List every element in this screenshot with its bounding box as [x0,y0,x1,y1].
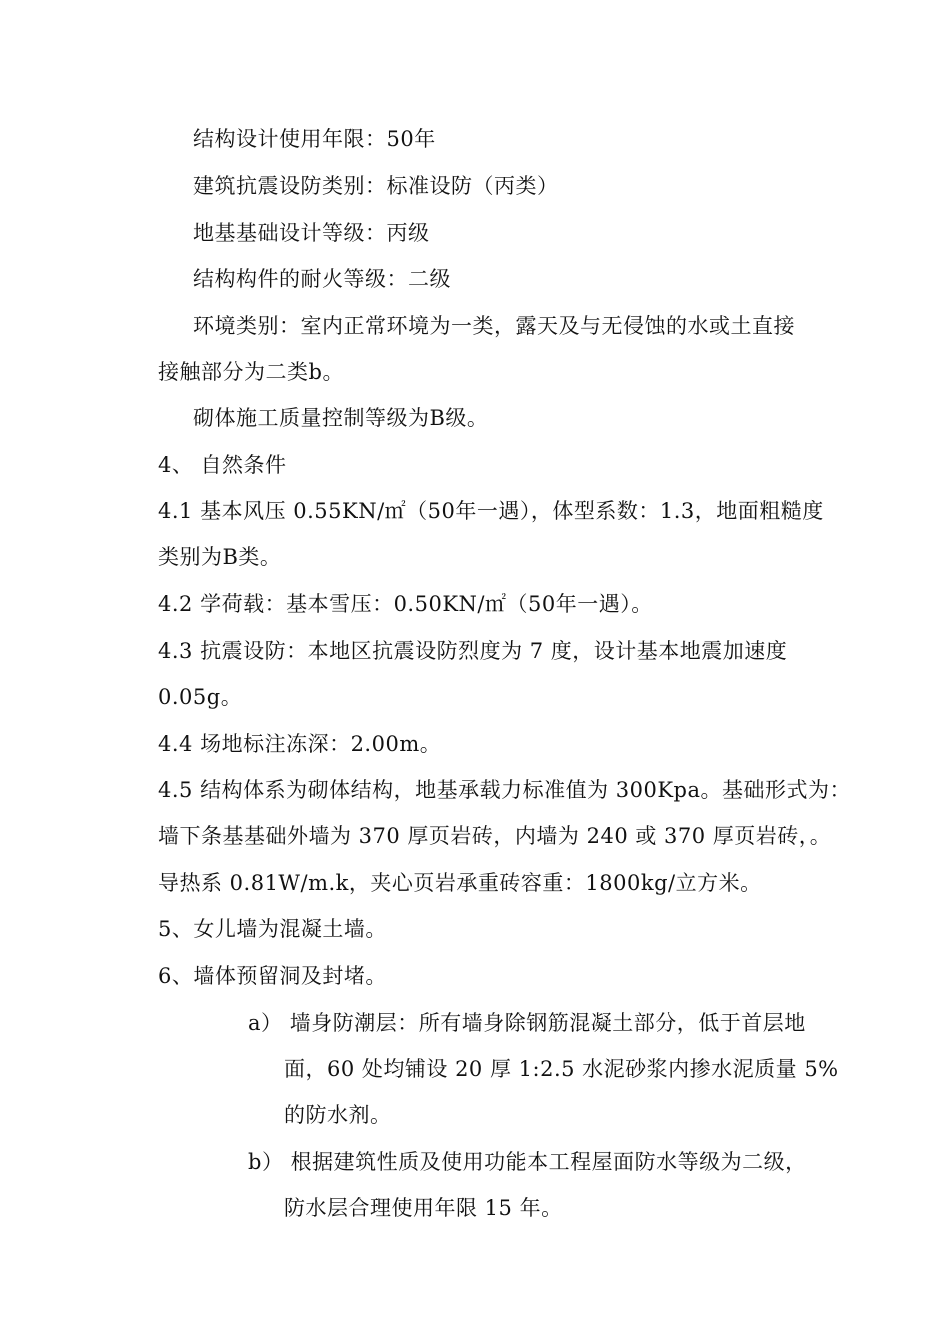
environment-category-line-cont: 接触部分为二类b。 [158,360,344,384]
item-b-line-cont: 防水层合理使用年限 15 年。 [284,1196,563,1220]
structural-system-line: 4.5 结构体系为砌体结构，地基承载力标准值为 300Kpa。基础形式为： [158,778,851,802]
section-heading-natural-conditions: 4、 自然条件 [158,453,287,477]
environment-category-line: 环境类别：室内正常环境为一类，露天及与无侵蚀的水或土直接 [193,314,795,338]
structural-system-line-cont-2: 导热系 0.81W/m.k，夹心页岩承重砖容重：1800kg/立方米。 [158,871,762,895]
masonry-quality-line: 砌体施工质量控制等级为B级。 [193,406,489,430]
foundation-grade-line: 地基基础设计等级：丙级 [193,221,430,245]
fire-rating-line: 结构构件的耐火等级：二级 [193,267,451,291]
wind-pressure-line-cont: 类别为B类。 [158,545,282,569]
frost-depth-line: 4.4 场地标注冻深：2.00m。 [158,732,442,756]
seismic-category-line: 建筑抗震设防类别：标准设防（丙类） [193,174,559,198]
seismic-fortification-line: 4.3 抗震设防：本地区抗震设防烈度为 7 度，设计基本地震加速度 [158,639,788,663]
wind-pressure-line: 4.1 基本风压 0.55KN/㎡（50年一遇），体型系数：1.3，地面粗糙度 [158,499,824,523]
parapet-line: 5、女儿墙为混凝土墙。 [158,917,387,941]
wall-openings-heading: 6、墙体预留洞及封堵。 [158,964,387,988]
snow-load-line: 4.2 学荷载：基本雪压：0.50KN/㎡（50年一遇）。 [158,592,653,616]
seismic-fortification-line-cont: 0.05g。 [158,685,243,709]
item-b-line: b） 根据建筑性质及使用功能本工程屋面防水等级为二级， [248,1150,807,1174]
item-a-line: a） 墙身防潮层：所有墙身除钢筋混凝土部分，低于首层地 [248,1011,806,1035]
item-a-line-cont-2: 的防水剂。 [284,1103,392,1127]
design-life-line: 结构设计使用年限：50年 [193,127,436,151]
structural-system-line-cont-1: 墙下条基基础外墙为 370 厚页岩砖，内墙为 240 或 370 厚页岩砖，。 [158,824,832,848]
item-a-line-cont-1: 面，60 处均铺设 20 厚 1:2.5 水泥砂浆内掺水泥质量 5% [284,1057,839,1081]
